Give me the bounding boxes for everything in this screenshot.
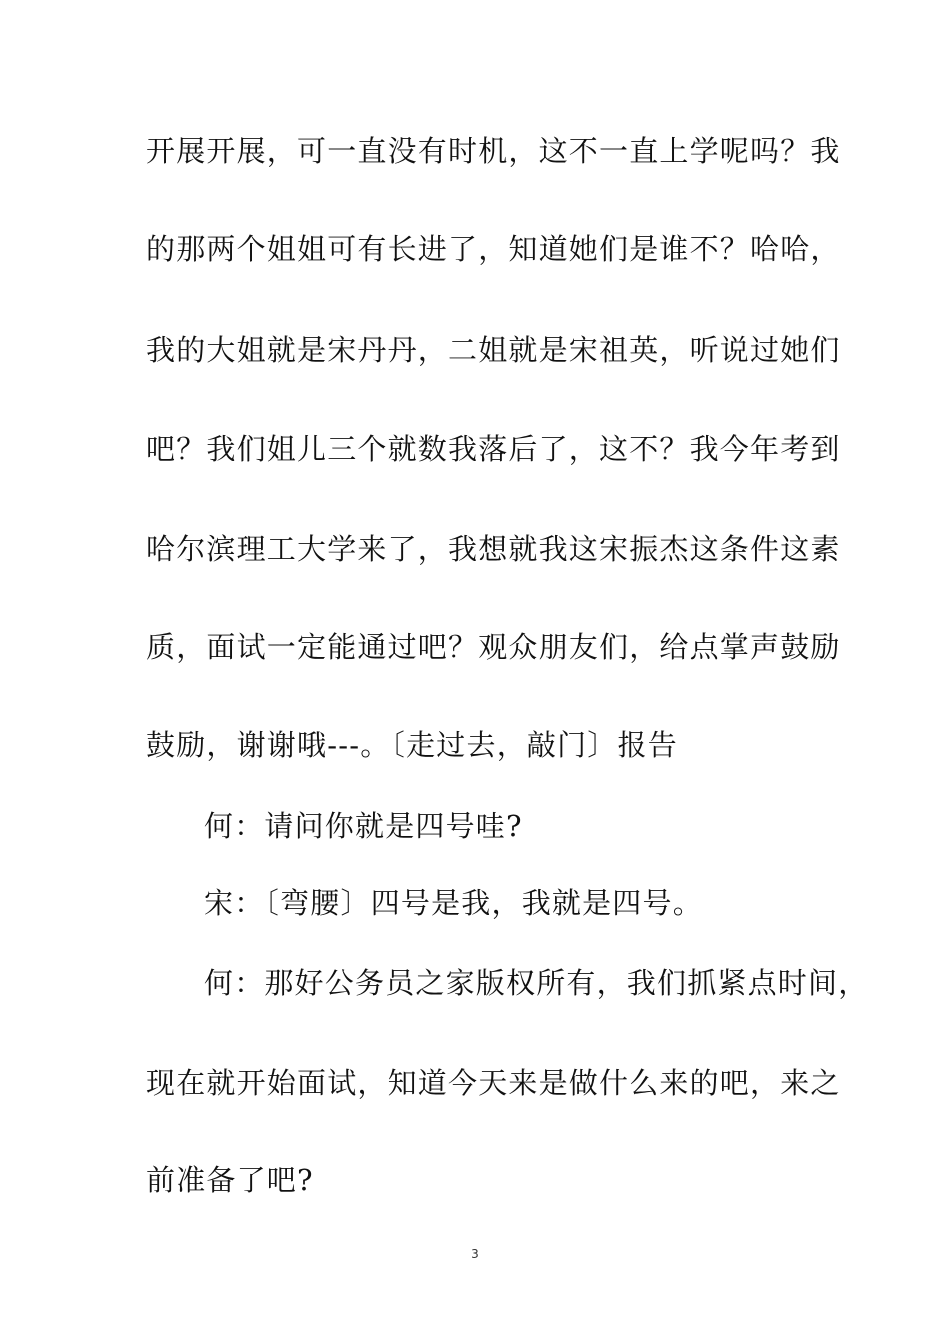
dialogue-line-he-2: 何：那好公务员之家版权所有，我们抓紧点时间， bbox=[204, 966, 869, 1000]
text-line-11: 现在就开始面试，知道今天来是做什么来的吧，来之 bbox=[146, 1066, 841, 1100]
page-number: 3 bbox=[471, 1247, 479, 1261]
text-line-7: 鼓励，谢谢哦---。〔走过去，敲门〕报告 bbox=[146, 728, 678, 762]
text-line-3: 我的大姐就是宋丹丹，二姐就是宋祖英，听说过她们 bbox=[146, 333, 841, 367]
text-line-12: 前准备了吧? bbox=[146, 1163, 314, 1197]
text-line-6: 质，面试一定能通过吧？观众朋友们，给点掌声鼓励 bbox=[146, 630, 841, 664]
dialogue-line-he-1: 何：请问你就是四号哇? bbox=[204, 809, 523, 843]
text-line-1: 开展开展，可一直没有时机，这不一直上学呢吗？我 bbox=[146, 134, 841, 168]
dialogue-line-song: 宋：〔弯腰〕四号是我，我就是四号。 bbox=[204, 886, 703, 920]
text-line-4: 吧？我们姐儿三个就数我落后了，这不？我今年考到 bbox=[146, 432, 841, 466]
text-line-5: 哈尔滨理工大学来了，我想就我这宋振杰这条件这素 bbox=[146, 532, 841, 566]
text-line-2: 的那两个姐姐可有长进了，知道她们是谁不？哈哈， bbox=[146, 232, 841, 266]
